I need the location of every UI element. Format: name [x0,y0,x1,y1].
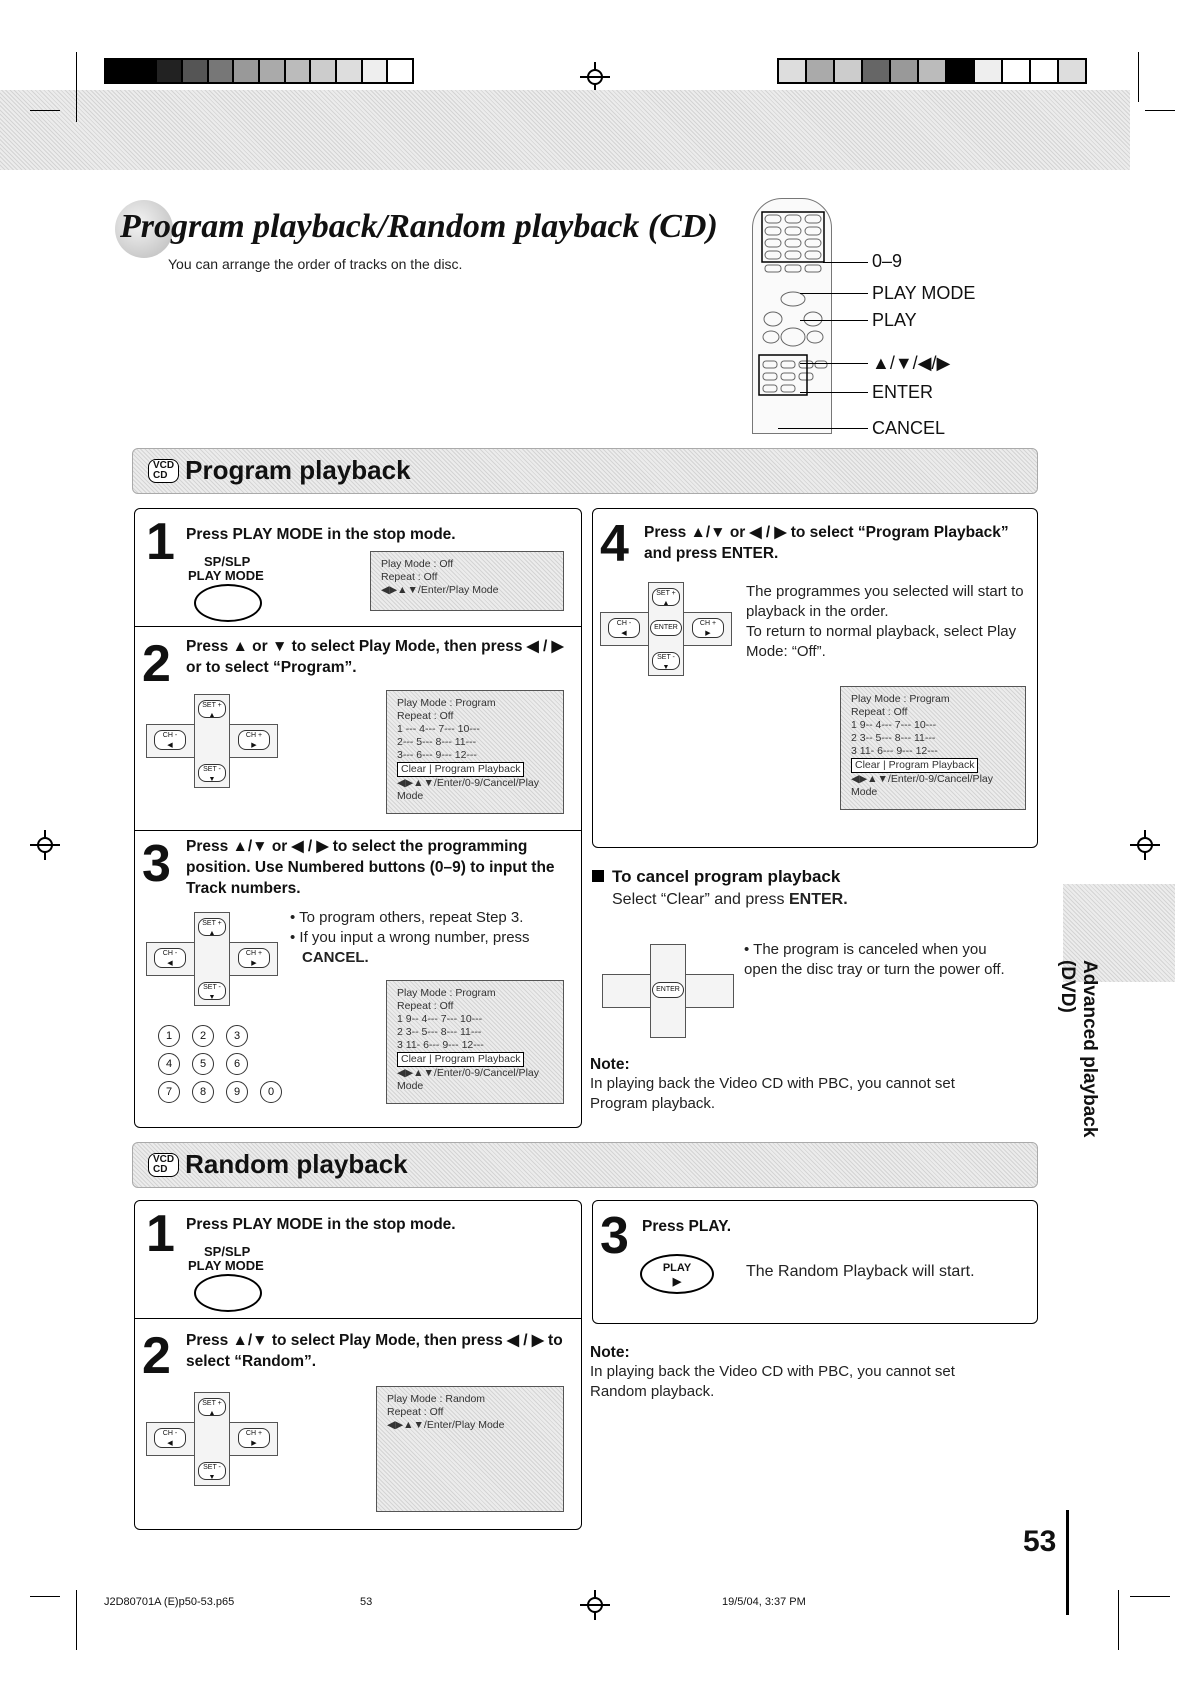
ch-left-button[interactable]: CH - ◀ [154,948,186,968]
osd-line: Play Mode : Program [397,697,496,709]
divider [135,830,581,831]
ch-right-button[interactable]: CH + ▶ [238,948,270,968]
program-heading [148,455,411,486]
note-label: Note: [590,1344,630,1361]
pointer-line [800,363,868,364]
osd-screen [370,551,564,611]
pointer-line [800,392,868,393]
page-subtitle: You can arrange the order of tracks on the disc. [168,256,463,272]
osd-line: Play Mode : Program [851,693,950,705]
step-text: Press ▲ or ▼ to select Play Mode, then press ◀ / ▶ or to select “Program”. [186,638,564,676]
key-8[interactable]: 8 [192,1081,214,1103]
set-down-button[interactable]: SET - ▼ [198,764,226,782]
crop-mark [1130,1596,1170,1597]
direction-pad [146,694,278,788]
osd-line: Repeat : Off [397,710,454,722]
step-number: 3 [142,835,171,893]
key-4[interactable]: 4 [158,1053,180,1075]
osd-line: 3 11- 6--- 9--- 12--- [397,1039,484,1051]
step-number: 1 [146,513,175,571]
step-text: Press ▲/▼ to select Play Mode, then press ◀ / ▶ to select “Random”. [186,1332,563,1370]
osd-line: Play Mode : Random [387,1393,486,1405]
direction-pad [602,944,734,1038]
random-heading [148,1149,408,1180]
key-1[interactable]: 1 [158,1025,180,1047]
step-number: 2 [142,635,171,693]
play-mode-button[interactable] [194,584,262,622]
direction-pad [146,1392,278,1486]
step-number: 3 [600,1207,629,1265]
osd-line: Play Mode : Program [397,987,496,999]
ch-right-button[interactable]: CH + ▶ [238,730,270,750]
ch-left-button[interactable]: CH - ◀ [154,730,186,750]
osd-screen [386,980,564,1104]
divider [135,1318,581,1319]
play-mode-label: PLAY MODE [188,1258,264,1273]
osd-line: 2 3-- 5--- 8--- 11--- [851,732,936,744]
crop-mark [1138,52,1139,102]
program-heading-text: Program playback [185,455,411,485]
side-tab-label: Advanced playback (DVD) [1057,960,1100,1138]
set-up-button[interactable]: SET + ▲ [198,1398,226,1416]
remote-label-cancel: CANCEL [872,418,946,438]
pointer-line [800,320,868,321]
crop-mark [30,1596,60,1597]
divider [135,626,581,627]
step-bullet: • If you input a wrong number, press [290,929,530,946]
play-button[interactable]: PLAY ▶ [640,1254,714,1294]
square-bullet-icon [592,870,604,882]
osd-line: Repeat : Off [387,1406,444,1418]
key-7[interactable]: 7 [158,1081,180,1103]
osd-line: Repeat : Off [397,1000,454,1012]
cancel-bullet: • The program is canceled when you open the disc tray or turn the power off. [744,941,1005,978]
osd-line: ◀▶▲▼/Enter/Play Mode [381,584,499,596]
osd-line: Clear | Program Playback [851,758,978,773]
key-2[interactable]: 2 [192,1025,214,1047]
crop-mark [76,52,77,122]
set-up-button[interactable]: SET + ▲ [198,918,226,936]
pointer-line [778,428,868,429]
header-band [0,90,1130,170]
osd-line: 1 --- 4--- 7--- 10--- [397,723,480,735]
direction-pad [146,912,278,1006]
key-3[interactable]: 3 [226,1025,248,1047]
osd-line: Repeat : Off [381,571,438,583]
play-mode-button[interactable] [194,1274,262,1312]
set-down-button[interactable]: SET - ▼ [198,1462,226,1480]
remote-label-play: PLAY [872,310,917,330]
crosshair-icon [580,1590,610,1620]
registration-bar-right [777,58,1087,84]
crosshair-icon [30,830,60,860]
crop-mark [1145,110,1175,111]
step-body: The Random Playback will start. [746,1263,975,1280]
crosshair-icon [580,62,610,92]
osd-line: Play Mode : Off [381,558,454,570]
footer-file: J2D80701A (E)p50-53.p65 [104,1596,235,1608]
play-mode-label-top: SP/SLP [204,1244,251,1259]
osd-line: 1 9-- 4--- 7--- 10--- [397,1013,483,1025]
number-keypad [152,1022,312,1106]
osd-line: ◀▶▲▼/Enter/0-9/Cancel/Play Mode [397,777,539,802]
page-number-rule [1066,1510,1069,1615]
random-heading-text: Random playback [185,1149,408,1179]
step-number: 4 [600,515,629,573]
footer-page: 53 [360,1596,373,1608]
vcd-cd-icon: VCD CD [148,1153,179,1177]
cancel-word: CANCEL. [302,949,369,966]
pointer-line [823,262,868,263]
step-body: The programmes you selected will start to playback in the order. [746,583,1024,620]
key-6[interactable]: 6 [226,1053,248,1075]
remote-buttons-icon [753,199,833,435]
step-text: Press PLAY MODE in the stop mode. [186,526,456,543]
ch-left-button[interactable]: CH - ◀ [154,1428,186,1448]
step-text: Press PLAY MODE in the stop mode. [186,1216,456,1233]
osd-screen [840,686,1026,810]
ch-left-button[interactable]: CH - ◀ [608,618,640,638]
osd-line: Clear | Program Playback [397,762,524,777]
crop-mark [76,1590,77,1650]
play-mode-label-top: SP/SLP [204,554,251,569]
crosshair-icon [1130,830,1160,860]
step-body: To return to normal playback, select Play Mode: “Off”. [746,623,1017,660]
set-up-button[interactable]: SET + ▲ [652,588,680,606]
remote-label-arrows: ▲/▼/◀/▶ [872,353,951,373]
pointer-line [800,293,868,294]
remote-label-0-9: 0–9 [872,251,903,271]
osd-line: 2 3-- 5--- 8--- 11--- [397,1026,482,1038]
note-text: In playing back the Video CD with PBC, you cannot set Program playback. [590,1075,955,1112]
key-9[interactable]: 9 [226,1081,248,1103]
play-mode-label: PLAY MODE [188,568,264,583]
key-5[interactable]: 5 [192,1053,214,1075]
osd-screen [376,1386,564,1512]
crop-mark [1118,1590,1119,1650]
page-title: Program playback/Random playback (CD) [120,208,718,245]
osd-line: 3--- 6--- 9--- 12--- [397,749,477,761]
osd-line: 1 9-- 4--- 7--- 10--- [851,719,937,731]
step-bullet: • To program others, repeat Step 3. [290,909,524,926]
osd-screen [386,690,564,814]
remote-label-enter: ENTER [872,382,934,402]
enter-button[interactable]: ENTER [652,982,684,998]
remote-control-illustration [752,198,832,434]
set-down-button[interactable]: SET - ▼ [198,982,226,1000]
step-number: 1 [146,1205,175,1263]
set-down-button[interactable]: SET - ▼ [652,652,680,670]
cancel-text: Select “Clear” and press ENTER. [612,891,848,908]
enter-button[interactable]: ENTER [650,620,682,636]
osd-line: Clear | Program Playback [397,1052,524,1067]
key-0[interactable]: 0 [260,1081,282,1103]
osd-line: Repeat : Off [851,706,908,718]
crop-mark [30,110,60,111]
osd-line: 2--- 5--- 8--- 11--- [397,736,477,748]
page-number: 53 [1023,1525,1057,1558]
step-text: Press ▲/▼ or ◀ / ▶ to select the programming position. Use Numbered buttons (0–9) to input the Track numbers. [186,838,555,897]
note-text: In playing back the Video CD with PBC, you cannot set Random playback. [590,1363,955,1400]
ch-right-button[interactable]: CH + ▶ [692,618,724,638]
osd-line: ◀▶▲▼/Enter/0-9/Cancel/Play Mode [851,773,993,798]
step-text: Press ▲/▼ or ◀ / ▶ to select “Program Playback” and press ENTER. [644,524,1009,562]
osd-line: ◀▶▲▼/Enter/0-9/Cancel/Play Mode [397,1067,539,1092]
note-label: Note: [590,1056,630,1073]
osd-line: ◀▶▲▼/Enter/Play Mode [387,1419,505,1431]
set-up-button[interactable]: SET + ▲ [198,700,226,718]
step-text: Press PLAY. [642,1218,732,1235]
remote-label-play-mode: PLAY MODE [872,283,976,303]
osd-line: 3 11- 6--- 9--- 12--- [851,745,938,757]
direction-pad [600,582,732,676]
step-number: 2 [142,1327,171,1385]
ch-right-button[interactable]: CH + ▶ [238,1428,270,1448]
footer-date: 19/5/04, 3:37 PM [722,1596,806,1608]
registration-bar-left [104,58,414,84]
cancel-heading: To cancel program playback [612,867,841,886]
vcd-cd-icon: VCD CD [148,459,179,483]
